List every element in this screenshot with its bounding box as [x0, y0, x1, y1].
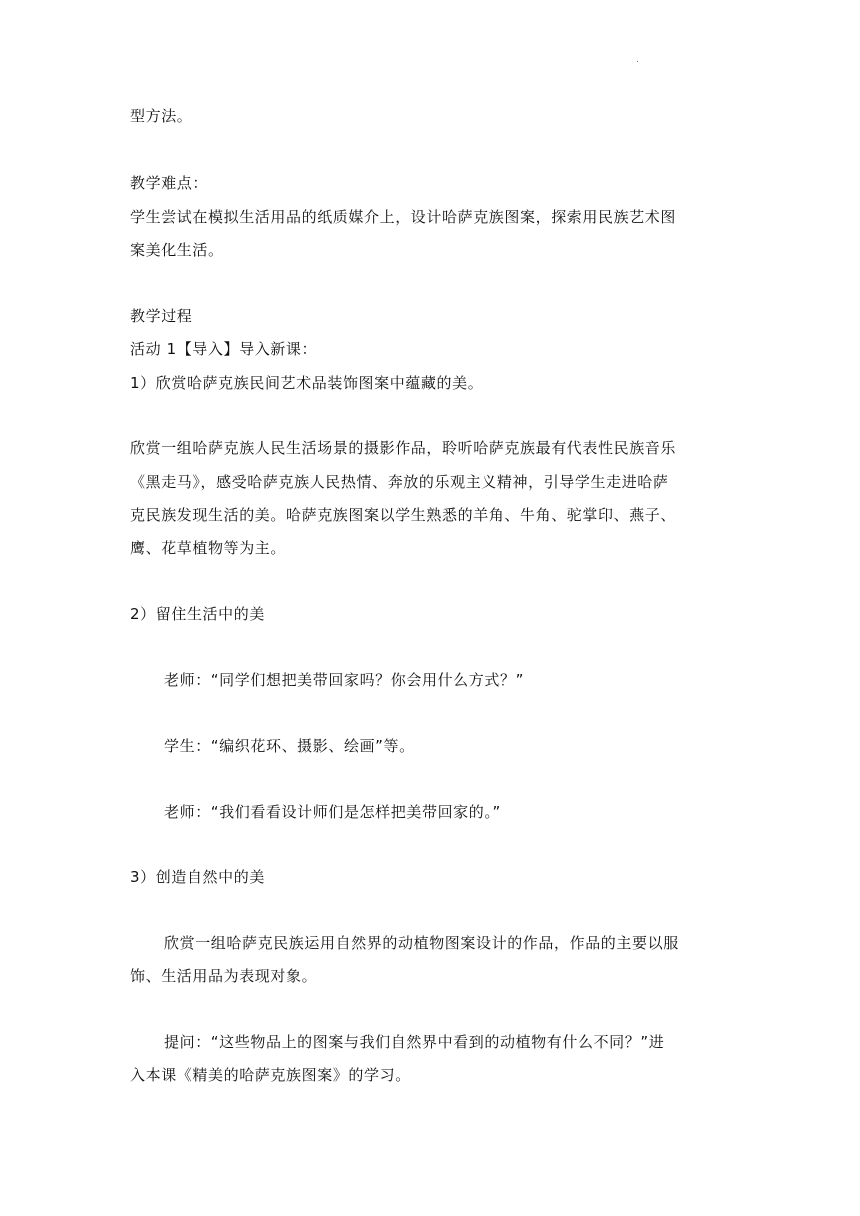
paragraph-1-line-3: 克民族发现生活的美。哈萨克族图案以学生熟悉的羊角、牛角、驼掌印、燕子、: [130, 506, 677, 524]
step-3-heading: 3）创造自然中的美: [130, 868, 265, 886]
teacher-question-1: 老师：“同学们想把美带回家吗？你会用什么方式？”: [164, 671, 524, 689]
activity-heading: 活动 1【导入】导入新课：: [130, 340, 318, 358]
difficulty-line-1: 学生尝试在模拟生活用品的纸质媒介上，设计哈萨克族图案，探索用民族艺术图: [130, 208, 677, 226]
paragraph-2-line-1: 欣赏一组哈萨克民族运用自然界的动植物图案设计的作品，作品的主要以服: [164, 934, 679, 952]
step-1-heading: 1）欣赏哈萨克族民间艺术品装饰图案中蕴藏的美。: [130, 374, 484, 392]
step-2-heading: 2）留住生活中的美: [130, 605, 265, 623]
paragraph-2-line-2: 饰、生活用品为表现对象。: [130, 967, 318, 985]
difficulty-heading: 教学难点：: [130, 174, 209, 192]
difficulty-line-2: 案美化生活。: [130, 241, 224, 259]
question-line-1: 提问：“这些物品上的图案与我们自然界中看到的动植物有什么不同？”进: [164, 1033, 665, 1051]
text-line-method-end: 型方法。: [130, 107, 193, 125]
paragraph-1-line-1: 欣赏一组哈萨克族人民生活场景的摄影作品，聆听哈萨克族最有代表性民族音乐: [130, 439, 677, 457]
student-answer: 学生：“编织花环、摄影、绘画”等。: [164, 737, 415, 755]
paragraph-1-line-4: 鹰、花草植物等为主。: [130, 539, 287, 557]
paragraph-1-line-2: 《黑走马》，感受哈萨克族人民热情、奔放的乐观主义精神，引导学生走进哈萨: [130, 473, 669, 491]
question-line-2: 入本课《精美的哈萨克族图案》的学习。: [130, 1066, 411, 1084]
header-mark: .: [636, 55, 639, 65]
process-heading: 教学过程: [130, 307, 193, 325]
teacher-question-2: 老师：“我们看看设计师们是怎样把美带回家的。”: [164, 803, 501, 821]
